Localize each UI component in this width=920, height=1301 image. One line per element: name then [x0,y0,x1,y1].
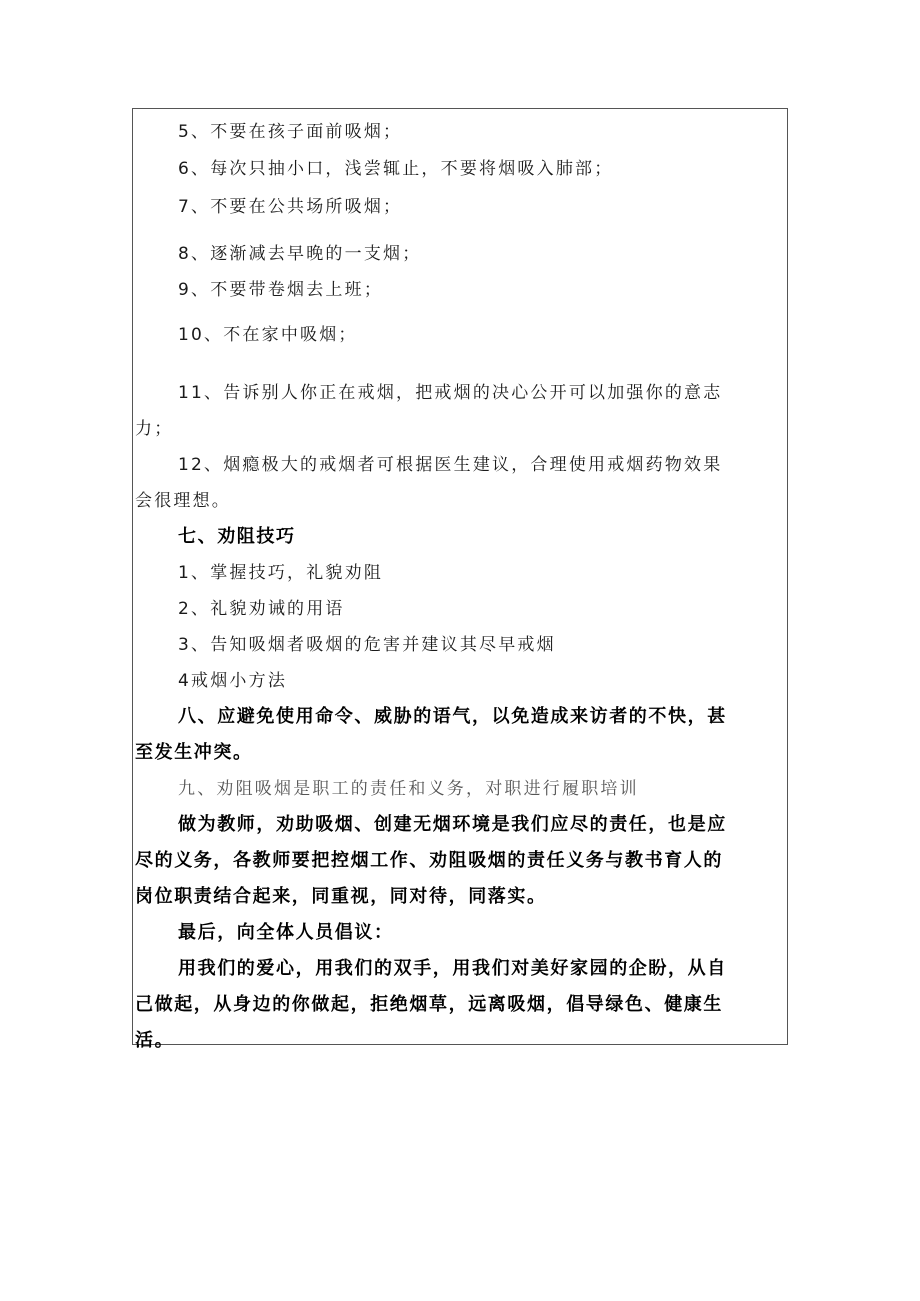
paragraph-line: 活。 [135,1030,175,1051]
list-item: 3、告知吸烟者吸烟的危害并建议其尽早戒烟 [178,635,556,655]
list-item: 8、逐渐减去早晚的一支烟； [178,244,422,264]
section-8-line1: 八、应避免使用命令、威胁的语气，以免造成来访者的不快，甚 [178,706,727,727]
paragraph-line: 用我们的爱心，用我们的双手，用我们对美好家园的企盼，从自 [178,958,727,979]
list-item: 7、不要在公共场所吸烟； [178,197,403,217]
list-item-12-line2: 会很理想。 [135,491,231,511]
list-item: 1、掌握技巧，礼貌劝阻 [178,563,384,583]
list-item: 10、不在家中吸烟； [178,325,358,345]
section-8-line2: 至发生冲突。 [135,742,253,763]
section-heading-7: 七、劝阻技巧 [178,526,296,547]
paragraph-line: 尽的义务，各教师要把控烟工作、劝阻吸烟的责任义务与教书育人的 [135,850,723,871]
closing-intro: 最后，向全体人员倡议： [178,922,394,943]
list-item-11-line2: 力； [135,419,174,439]
list-item: 2、礼貌劝诫的用语 [178,599,345,619]
section-heading-9: 九、劝阻吸烟是职工的责任和义务，对职进行履职培训 [178,779,639,799]
list-item-11-line1: 11、告诉别人你正在戒烟，把戒烟的决心公开可以加强你的意志 [178,383,723,403]
paragraph-line: 己做起，从身边的你做起，拒绝烟草，远离吸烟，倡导绿色、健康生 [135,994,723,1015]
list-item-12-line1: 12、烟瘾极大的戒烟者可根据医生建议，合理使用戒烟药物效果 [178,455,723,475]
paragraph-line: 岗位职责结合起来，同重视，同对待，同落实。 [135,886,547,907]
list-item: 9、不要带卷烟去上班； [178,280,384,300]
document-table-cell [132,108,788,1051]
list-item: 6、每次只抽小口，浅尝辄止，不要将烟吸入肺部； [178,159,614,179]
list-item: 4戒烟小方法 [178,671,288,691]
paragraph-line: 做为教师，劝助吸烟、创建无烟环境是我们应尽的责任，也是应 [178,814,727,835]
list-item: 5、不要在孩子面前吸烟； [178,122,403,142]
